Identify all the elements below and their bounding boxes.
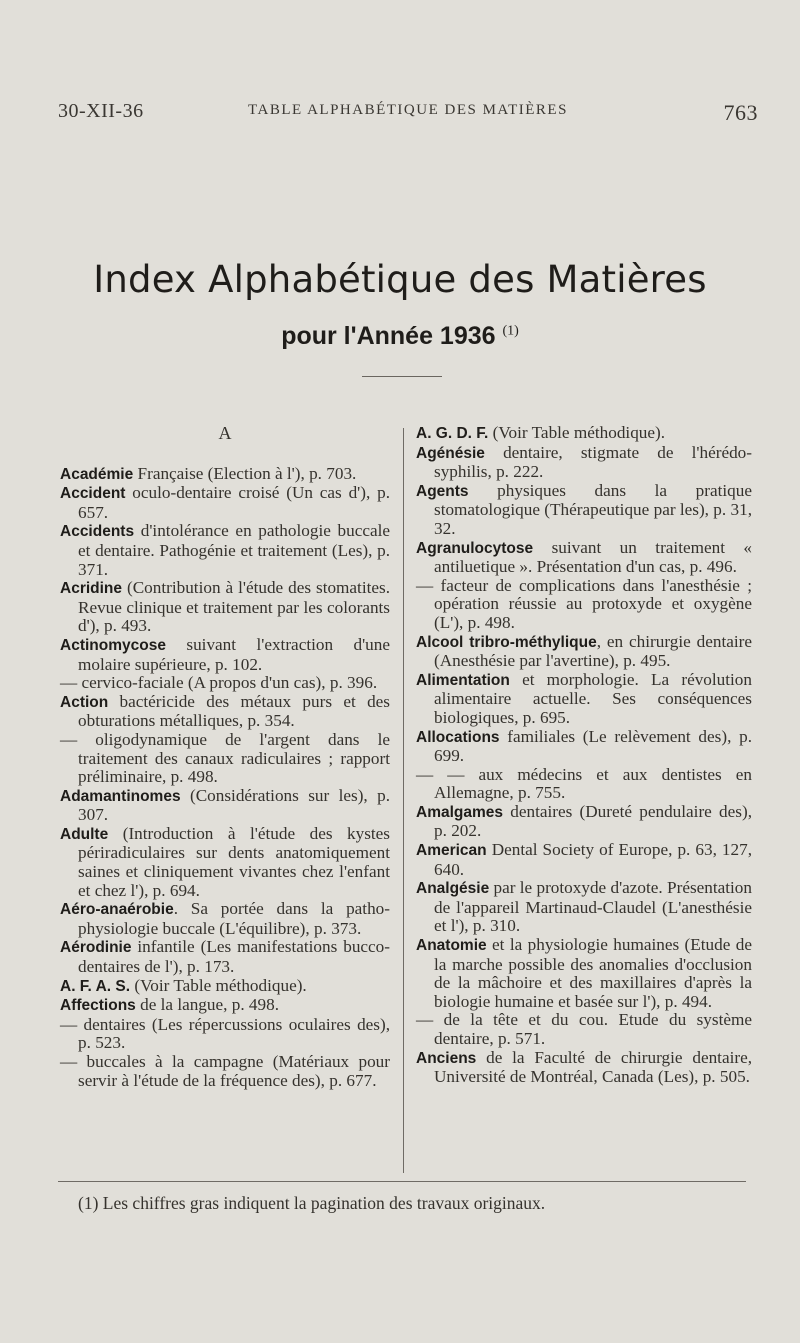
index-entry — [60, 900, 390, 938]
index-entry — [60, 693, 390, 731]
index-entry — [60, 977, 390, 997]
entry-text: — dentaires (Les répercussions oculaires des), p. 523. — [60, 1014, 390, 1053]
page-title: Index Alphabétique des Matières — [93, 258, 707, 301]
entry-text: — facteur de complications dans l'anesthésie ; opération réussie au protoxyde et oxygène (L'), p. 498. — [416, 575, 752, 632]
entry-heading: Adamantinomes — [60, 787, 181, 805]
index-entry — [60, 731, 390, 787]
entry-heading: Anciens — [416, 1049, 477, 1067]
left-entry-list — [60, 465, 390, 1091]
index-entry — [60, 996, 390, 1016]
index-entry — [60, 825, 390, 900]
entry-heading: American — [416, 842, 487, 860]
entry-heading: Analgésie — [416, 880, 490, 898]
entry-heading: Académie — [60, 465, 134, 483]
entry-heading: A. G. D. F. — [416, 425, 489, 442]
entry-text: de la Faculté de chirurgie dentaire, Université de Montréal, Canada (Les), p. 505. — [434, 1047, 752, 1087]
index-entry — [60, 484, 390, 522]
entry-text: (Considérations sur les), p. 307. — [78, 785, 390, 825]
entry-text: et la physiologie humaines (Etude de la marche possible des anomalies d'occlusion de la mâchoire et des maxillaires d'après la biologie humaine et basée sur l'), p. 494. — [434, 935, 752, 1011]
entry-text: — oligodynamique de l'argent dans le traitement des canaux radiculaires ; rapport préliminaire, p. 498. — [60, 729, 390, 787]
index-entry — [416, 1011, 752, 1048]
entry-heading: Acridine — [60, 580, 123, 598]
entry-text: (Voir Table méthodique). — [488, 423, 666, 442]
section-letter: A — [218, 423, 232, 443]
index-entry — [60, 522, 390, 579]
index-entry — [416, 444, 752, 482]
entry-text: (Introduction à l'étude des kystes périradiculaires sur dents anatomiquement saines et cliniquement vivantes chez l'enfant et chez l'), p. 694. — [78, 823, 390, 900]
entry-text: — buccales à la campagne (Matériaux pour servir à l'étude de la fréquence des), p. 677. — [60, 1052, 390, 1090]
entry-text: suivant un traitement « antiluetique ». Présentation d'un cas, p. 496. — [434, 537, 752, 577]
entry-text: , en chirurgie dentaire (Anesthésie par l'avertine), p. 495. — [434, 631, 752, 671]
index-entry — [416, 728, 752, 766]
entry-text: d'intolérance en pathologie buccale et dentaire. Pathogénie et traitement (Les), p. 371. — [78, 521, 390, 579]
entry-text: familiales (Le relèvement des), p. 699. — [434, 726, 752, 766]
entry-text: par le protoxyde d'azote. Présentation de l'appareil Martinaud-Claudel (L'anesthésie et l'), p. 310. — [434, 878, 752, 936]
page-subtitle — [0, 322, 800, 351]
entry-text: (Contribution à l'étude des stomatites. Revue clinique et traitement par les colorants d'), p. 493. — [78, 578, 390, 636]
entry-heading: Affections — [60, 997, 136, 1015]
entry-heading: Amalgames — [416, 803, 504, 821]
entry-text: — de la tête et du cou. Etude du système dentaire, p. 571. — [416, 1010, 752, 1048]
entry-text: infantile (Les manifestations bucco-dentaires de l'), p. 173. — [78, 937, 390, 977]
running-head-title: TABLE ALPHABÉTIQUE DES MATIÈRES — [248, 102, 568, 118]
entry-heading: Accidents — [60, 523, 135, 541]
index-entry — [416, 539, 752, 577]
index-entry — [416, 803, 752, 841]
entry-heading: Anatomie — [416, 937, 487, 955]
index-entry — [60, 465, 390, 485]
index-entry — [416, 671, 752, 728]
entry-text: de la langue, p. 498. — [135, 995, 279, 1015]
entry-heading: Accident — [60, 485, 126, 503]
entry-heading: Adulte — [60, 825, 109, 843]
footnote-rule — [58, 1181, 746, 1182]
index-entry — [416, 766, 752, 803]
entry-text: oculo-dentaire croisé (Un cas d'), p. 657. — [78, 483, 390, 522]
entry-text: . Sa portée dans la patho-physiologie buccale (L'équilibre), p. 373. — [78, 899, 390, 938]
entry-heading: Allocations — [416, 728, 500, 746]
footnote: (1) Les chiffres gras indiquent la pagination des travaux originaux. — [78, 1193, 546, 1213]
index-entry — [416, 1049, 752, 1087]
index-entry — [416, 841, 752, 879]
subtitle-text: pour l'Année 1936 — [281, 322, 496, 350]
right-column — [416, 424, 752, 1087]
index-entry — [60, 579, 390, 636]
entry-heading: Action — [60, 693, 109, 711]
entry-text: Dental Society of Europe, p. 63, 127, 640. — [434, 840, 752, 879]
page-number: 763 — [723, 100, 758, 125]
index-entry — [60, 674, 390, 693]
entry-text: Française (Election à l'), p. 703. — [133, 463, 357, 483]
column-divider — [403, 428, 404, 1173]
footnote-marker: (1) — [502, 323, 519, 339]
entry-text: — — aux médecins et aux dentistes en Allemagne, p. 755. — [416, 764, 752, 803]
entry-heading: Aérodinie — [60, 939, 132, 957]
entry-heading: A. F. A. S. — [60, 977, 131, 995]
index-entry — [416, 482, 752, 539]
entry-heading: Aéro-anaérobie — [60, 901, 174, 919]
index-entry — [60, 1016, 390, 1053]
entry-text: physiques dans la pratique stomatologique (Thérapeutique par les), p. 31, 32. — [434, 480, 752, 538]
entry-text: dentaire, stigmate de l'hérédo-syphilis, p. 222. — [434, 442, 752, 482]
right-entry-list — [416, 424, 752, 1087]
entry-heading: Agénésie — [416, 444, 485, 462]
index-entry — [60, 787, 390, 825]
index-entry — [416, 424, 752, 444]
entry-heading: Alcool tribro-méthylique — [416, 633, 597, 651]
index-entry — [416, 936, 752, 1011]
entry-text: dentaires (Dureté pendulaire des), p. 202. — [434, 801, 752, 841]
entry-text: — cervico-faciale (A propos d'un cas), p. 396. — [60, 673, 378, 693]
entry-heading: Alimentation — [416, 671, 510, 689]
index-entry — [416, 633, 752, 671]
entry-heading: Actinomycose — [60, 636, 166, 654]
index-entry — [60, 1053, 390, 1090]
running-head — [58, 100, 758, 130]
entry-text: (Voir Table méthodique). — [130, 975, 307, 995]
running-head-date: 30-XII-36 — [58, 100, 144, 122]
index-entry — [60, 938, 390, 976]
index-entry — [416, 577, 752, 633]
entry-text: et morphologie. La révolution alimentaire actuelle. Ses conséquences biologiques, p. 695. — [434, 669, 752, 727]
title-rule — [362, 376, 442, 377]
entry-heading: Agranulocytose — [416, 539, 534, 557]
entry-text: suivant l'extraction d'une molaire supérieure, p. 102. — [78, 634, 390, 674]
index-entry — [416, 879, 752, 936]
entry-text: bactéricide des métaux purs et des obturations métalliques, p. 354. — [78, 691, 390, 731]
left-column — [60, 424, 390, 1090]
entry-heading: Agents — [416, 482, 469, 500]
index-entry — [60, 636, 390, 674]
